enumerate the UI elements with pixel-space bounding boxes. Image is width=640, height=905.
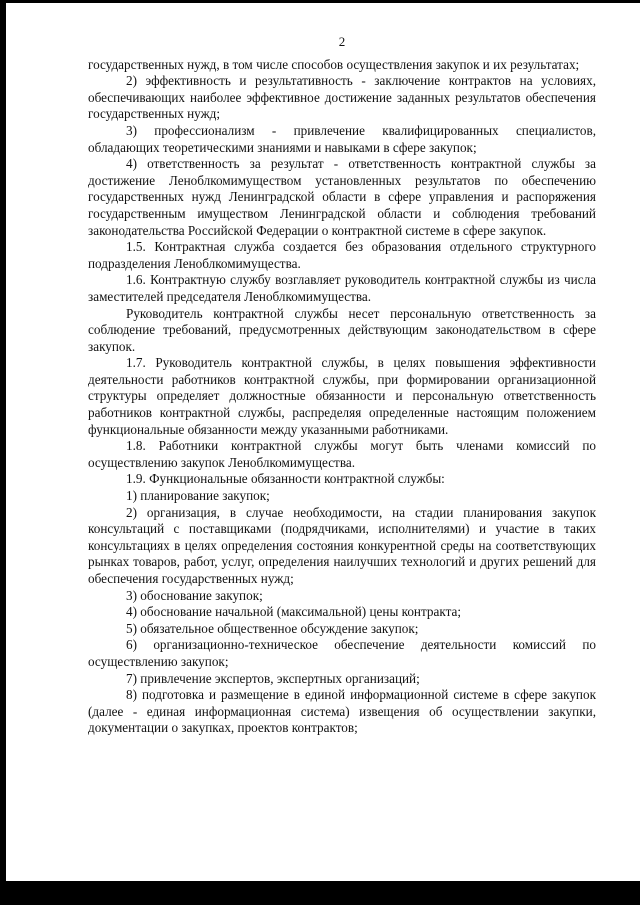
scan-border-left xyxy=(0,0,6,905)
paragraph: 1.5. Контрактная служба создается без образования отдельного структурного подразделения Леноблкомимущества. xyxy=(88,239,596,271)
paragraph: 5) обязательное общественное обсуждение закупок; xyxy=(126,620,419,636)
paragraph: 6) организационно-техническое обеспечение деятельности комиссий по осуществлению закупок; xyxy=(88,637,596,669)
paragraph: государственных нужд, в том числе способов осуществления закупок и их результатах; xyxy=(88,56,580,72)
scan-border-bottom xyxy=(0,881,640,905)
paragraph: 4) обоснование начальной (максимальной) цены контракта; xyxy=(126,604,462,620)
paragraph: 7) привлечение экспертов, экспертных организаций; xyxy=(126,670,420,686)
paragraph: 8) подготовка и размещение в единой информационной системе в сфере закупок (далее - единая информационная система) извещения об осуществлении закупки, документации о закупках, проектов контрактов; xyxy=(88,687,596,736)
paragraph: 2) эффективность и результативность - заключение контрактов на условиях, обеспечивающих наиболее эффективное достижение заданных результатов обеспечения государственных нужд; xyxy=(88,73,596,122)
document-page xyxy=(88,34,596,737)
paragraph: 1.7. Руководитель контрактной службы, в целях повышения эффективности деятельности работников контрактной службы, при формировании организационной структуры определяет должностные обязанности и персональную ответственность работников контрактной службы, распределяя определенные настоящим положением функциональные обязанности между указанными работниками. xyxy=(88,355,596,437)
paragraph: 1.8. Работники контрактной службы могут быть членами комиссий по осуществлению закупок Леноблкомимущества. xyxy=(88,438,596,470)
paragraph: 1) планирование закупок; xyxy=(126,488,270,504)
paragraph: 2) организация, в случае необходимости, на стадии планирования закупок консультаций с поставщиками (подрядчиками, исполнителями) и участие в таких консультациях в целях определения состояния конкурентной среды на соответствующих рынках товаров, работ, услуг, определения наилучших технологий и других решений для обеспечения государственных нужд; xyxy=(88,504,596,586)
paragraph: 3) профессионализм - привлечение квалифицированных специалистов, обладающих теоретическими знаниями и навыками в сфере закупок; xyxy=(88,122,596,155)
document-body xyxy=(88,57,596,737)
page-number: 2 xyxy=(338,34,346,49)
scan-border-top xyxy=(0,0,640,3)
paragraph: 1.9. Функциональные обязанности контрактной службы: xyxy=(126,471,445,487)
paragraph: 3) обоснование закупок; xyxy=(126,587,263,603)
paragraph: Руководитель контрактной службы несет персональную ответственность за соблюдение требований, предусмотренных действующим законодательством в сфере закупок. xyxy=(88,305,596,354)
paragraph: 1.6. Контрактную службу возглавляет руководитель контрактной службы из числа заместителей председателя Леноблкомимущества. xyxy=(88,272,596,304)
paragraph: 4) ответственность за результат - ответственность контрактной службы за достижение Леноблкомимуществом установленных результатов по обеспечению государственных нужд Ленинградской области в сфере управления и распоряжения государственным имуществом Ленинградской области и соблюдения требований законодательства Российской Федерации о контрактной системе в сфере закупок. xyxy=(88,156,596,238)
